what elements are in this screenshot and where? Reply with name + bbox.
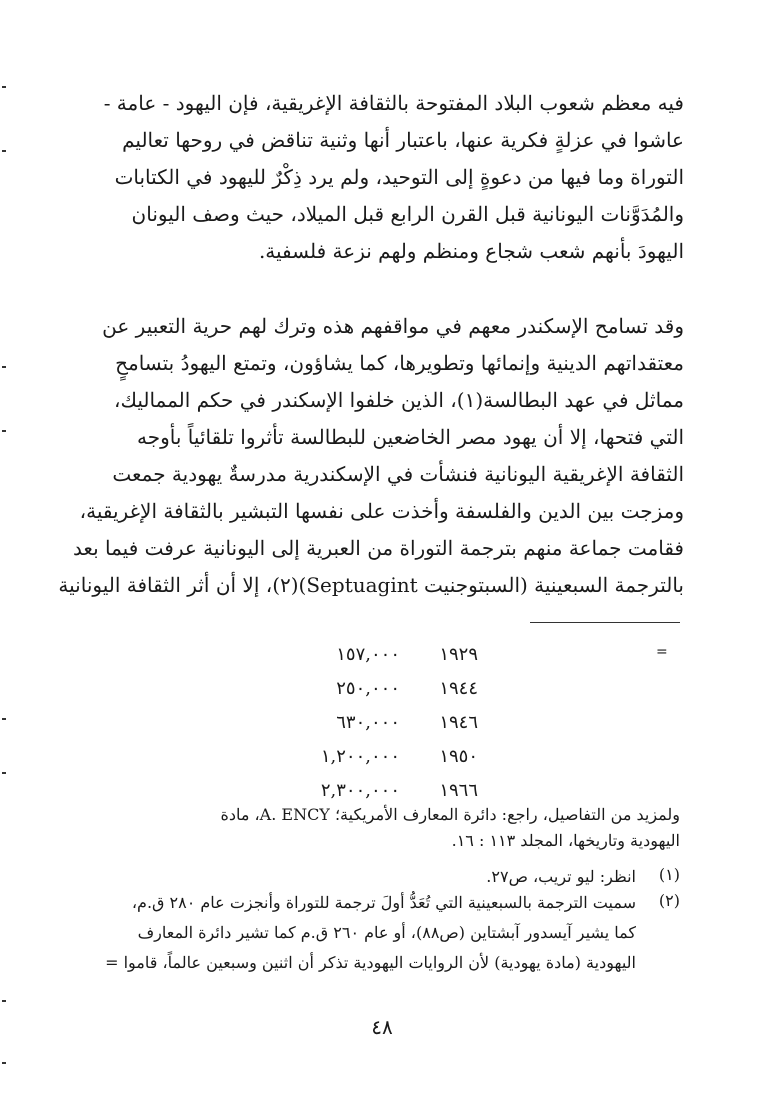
text-line: معتقداتهم الدينية وإنمائها وتطويرها، كما يشاؤون، وتمتع اليهودُ بتسامحٍ xyxy=(115,351,684,375)
text-line: انظر: ليو تريب، ص٢٧. xyxy=(486,867,636,886)
margin-mark xyxy=(2,772,6,774)
further-reading-note xyxy=(80,802,680,854)
table-row xyxy=(300,672,500,706)
text-line: مماثل في عهد البطالسة(١)، الذين خلفوا الإسكندر في حكم المماليك، xyxy=(114,388,684,412)
page-number: ٤٨ xyxy=(371,1015,393,1039)
year-cell: ١٩٤٦ xyxy=(439,712,478,733)
text-line: وقد تسامح الإسكندر معهم في مواقفهم هذه وترك لهم حرية التعبير عن xyxy=(102,314,684,338)
margin-mark xyxy=(2,1062,6,1064)
margin-mark xyxy=(2,366,6,368)
population-cell: ٢٥٠,٠٠٠ xyxy=(336,678,400,699)
population-cell: ٦٣٠,٠٠٠ xyxy=(336,712,400,733)
text-line: كما يشير آيسدور آبشتاين (ص٨٨)، أو عام ٢٦٠ ق.م كما تشير دائرة المعارف xyxy=(137,923,636,942)
margin-mark xyxy=(2,150,6,152)
table-row xyxy=(300,706,500,740)
text-line: فقامت جماعة منهم بترجمة التوراة من العبرية إلى اليونانية عرفت فيما بعد xyxy=(72,536,684,560)
text-line: سميت الترجمة بالسبعينية التي تُعَدُّ أولَ ترجمة للتوراة وأنجزت عام ٢٨٠ ق.م، xyxy=(131,893,636,912)
year-cell: ١٩٦٦ xyxy=(439,780,478,801)
text-line: ومزجت بين الدين والفلسفة وأخذت على نفسها التبشير بالثقافة الإغريقية، xyxy=(79,499,684,523)
year-cell: ١٩٤٤ xyxy=(439,678,478,699)
text-line: والمُدَوَّنات اليونانية قبل القرن الرابع قبل الميلاد، حيث وصف اليونان xyxy=(131,202,684,226)
year-cell: ١٩٢٩ xyxy=(439,644,478,665)
text-line: اليهودَ بأنهم شعب شجاع ومنظم ولهم نزعة فلسفية. xyxy=(258,239,684,263)
footnote-separator xyxy=(530,622,680,623)
text-line: التي فتحها، إلا أن يهود مصر الخاضعين للبطالسة تأثروا تلقائياً بأوجه xyxy=(137,425,684,449)
text-line: اليهودية (مادة يهودية) لأن الروايات اليهودية تذكر أن اثنين وسبعين عالماً، قاموا = xyxy=(105,953,636,972)
table-row xyxy=(300,638,500,672)
population-cell: ٢,٣٠٠,٠٠٠ xyxy=(320,780,400,801)
margin-mark xyxy=(2,430,6,432)
margin-mark xyxy=(2,1000,6,1002)
text-line: التوراة وما فيها من دعوةٍ إلى التوحيد، ولم يرد ذِكْرٌ لليهود في الكتابات xyxy=(114,165,684,189)
text-line: ولمزيد من التفاصيل، راجع: دائرة المعارف الأمريكية؛ A. ENCY، مادة xyxy=(220,805,680,824)
paragraph-2 xyxy=(58,308,684,604)
text-line: فيه معظم شعوب البلاد المفتوحة بالثقافة الإغريقية، فإن اليهود - عامة - xyxy=(103,91,684,115)
year-cell: ١٩٥٠ xyxy=(439,746,478,767)
text-line: اليهودية وتاريخها، المجلد ١١٣ : ١٦. xyxy=(451,831,680,850)
population-cell: ١٥٧,٠٠٠ xyxy=(336,644,400,665)
margin-mark xyxy=(2,86,6,88)
population-table xyxy=(300,638,500,808)
text-line: بالترجمة السبعينية (السبتوجنيت Septuagint)(٢)، إلا أن أثر الثقافة اليونانية xyxy=(58,573,684,597)
footnote-text xyxy=(80,888,636,978)
text-line: عاشوا في عزلةٍ فكرية عنها، باعتبار أنها وثنية تناقض في روحها تعاليم xyxy=(122,128,684,152)
footnote-number: (٢) xyxy=(658,891,680,910)
margin-mark xyxy=(2,718,6,720)
table-row xyxy=(300,740,500,774)
footnote-number: (١) xyxy=(658,865,680,884)
text-line: الثقافة الإغريقية اليونانية فنشأت في الإسكندرية مدرسةٌ يهودية جمعت xyxy=(112,462,684,486)
paragraph-1 xyxy=(80,85,684,270)
continuation-mark: = xyxy=(656,644,668,660)
population-cell: ١,٢٠٠,٠٠٠ xyxy=(320,746,400,767)
